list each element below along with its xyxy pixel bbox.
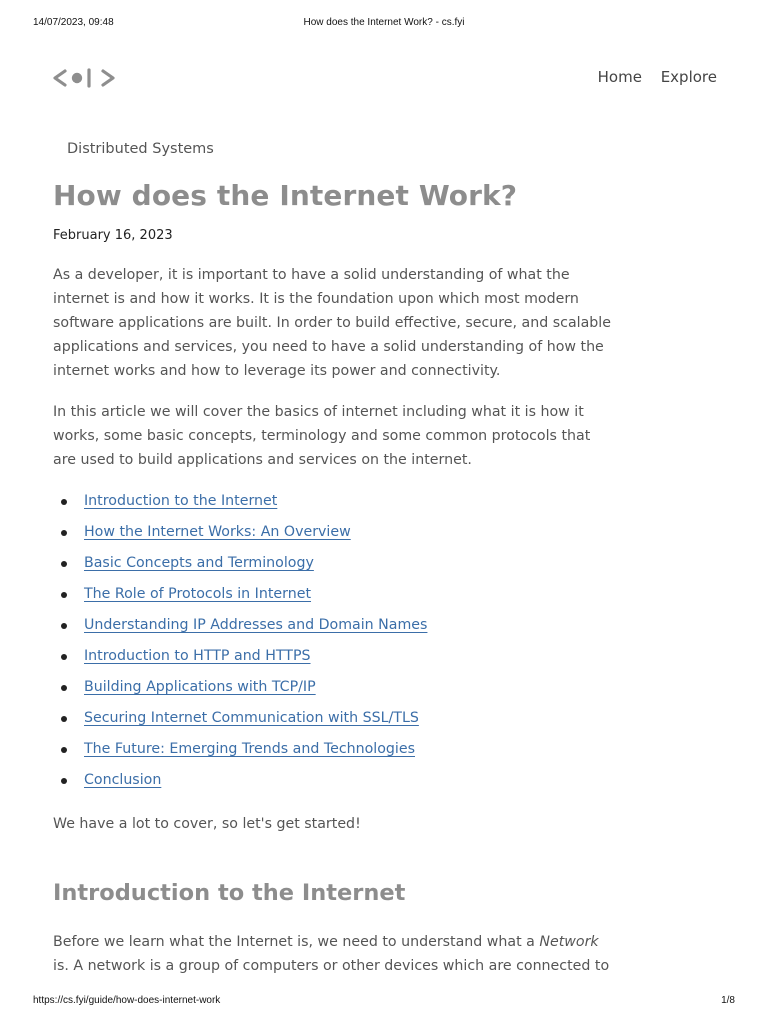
intro-paragraph: As a developer, it is important to have a solid understanding of what the internet is and how it works. It is the foundation upon which most modern software applications are built. In order to build effective, secure, and scalable applications and services, you need to have a solid understanding of how the internet works and how to leverage its power and connectivity. (53, 267, 611, 379)
bullet-icon (61, 778, 67, 784)
toc-link-ssl-tls[interactable]: Securing Internet Communication with SSL/TLS (84, 710, 419, 726)
print-header (0, 17, 768, 31)
toc-item (53, 644, 427, 675)
site-header (53, 64, 717, 94)
table-of-contents (53, 489, 427, 799)
transition-paragraph: We have a lot to cover, so let's get started! (53, 816, 361, 832)
print-page-title: How does the Internet Work? - cs.fyi (303, 17, 465, 28)
print-url: https://cs.fyi/guide/how-does-internet-work (33, 995, 221, 1006)
toc-item (53, 582, 427, 613)
network-term: Network (539, 934, 599, 950)
print-footer (0, 995, 768, 1009)
bullet-icon (61, 499, 67, 505)
section-heading: Introduction to the Internet (53, 880, 406, 906)
toc-link-future[interactable]: The Future: Emerging Trends and Technologies (84, 741, 415, 757)
toc-link-conclusion[interactable]: Conclusion (84, 772, 162, 788)
toc-item (53, 489, 427, 520)
toc-item (53, 551, 427, 582)
toc-item (53, 520, 427, 551)
section-text-before: Before we learn what the Internet is, we need to understand what a (53, 934, 540, 950)
toc-link-overview[interactable]: How the Internet Works: An Overview (84, 524, 351, 540)
article-category[interactable]: Distributed Systems (67, 141, 214, 157)
print-date: 14/07/2023, 09:48 (33, 17, 114, 28)
bullet-icon (61, 623, 67, 629)
code-logo-icon[interactable] (53, 64, 117, 94)
toc-item (53, 737, 427, 768)
toc-item (53, 706, 427, 737)
toc-item (53, 613, 427, 644)
toc-link-protocols[interactable]: The Role of Protocols in Internet (84, 586, 312, 602)
toc-link-tcp-ip[interactable]: Building Applications with TCP/IP (84, 679, 316, 695)
bullet-icon (61, 716, 67, 722)
toc-item (53, 675, 427, 706)
toc-link-introduction[interactable]: Introduction to the Internet (84, 493, 278, 509)
toc-link-ip-domains[interactable]: Understanding IP Addresses and Domain Names (84, 617, 428, 633)
bullet-icon (61, 654, 67, 660)
article-date: February 16, 2023 (53, 228, 173, 243)
bullet-icon (61, 530, 67, 536)
toc-link-http[interactable]: Introduction to HTTP and HTTPS (84, 648, 311, 664)
bullet-icon (61, 685, 67, 691)
nav-home-link[interactable]: Home (597, 68, 642, 86)
bullet-icon (61, 561, 67, 567)
toc-item (53, 768, 427, 799)
print-page-number: 1/8 (721, 995, 735, 1006)
article-title: How does the Internet Work? (53, 179, 518, 212)
main-nav (584, 68, 717, 86)
overview-paragraph: In this article we will cover the basics of internet including what it is how it works, some basic concepts, terminology and some common protocols that are used to build applications and services on the internet. (53, 404, 591, 468)
section-text-after: is. A network is a group of computers or other devices which are connected to (53, 958, 610, 974)
section-paragraph (53, 930, 613, 978)
nav-explore-link[interactable]: Explore (660, 68, 717, 86)
bullet-icon (61, 747, 67, 753)
toc-link-concepts[interactable]: Basic Concepts and Terminology (84, 555, 314, 571)
bullet-icon (61, 592, 67, 598)
